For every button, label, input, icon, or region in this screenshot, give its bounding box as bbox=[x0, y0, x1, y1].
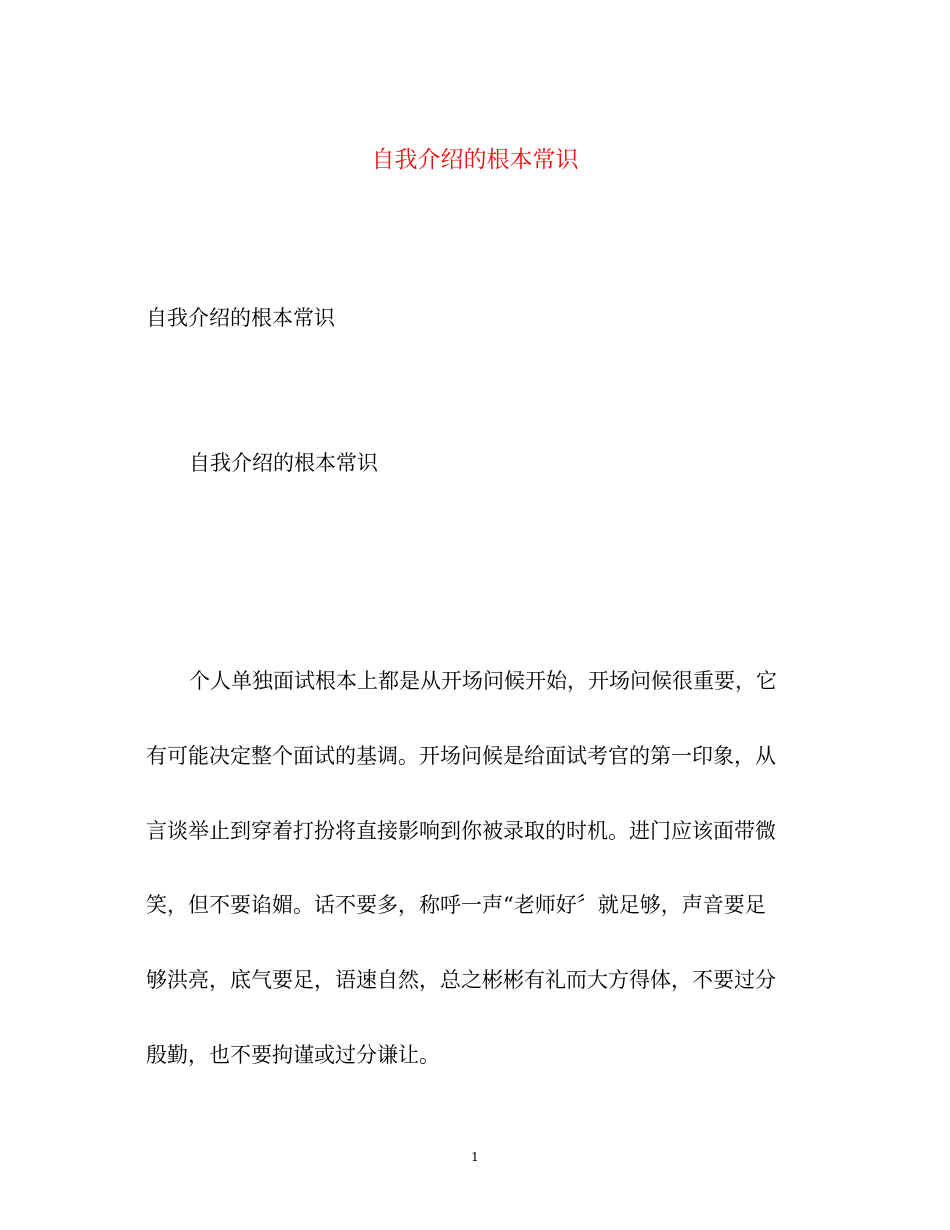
paragraph-line: 个人单独面试根本上都是从开场问候开始，开场问候很重要，它 bbox=[189, 669, 777, 693]
paragraph-line: 有可能决定整个面试的基调。开场问候是给面试考官的第一印象，从 bbox=[146, 743, 776, 768]
paragraph-line: 殷勤，也不要拘谨或过分谦让。 bbox=[146, 1042, 440, 1067]
subsection-heading: 自我介绍的根本常识 bbox=[189, 451, 378, 475]
page-title: 自我介绍的根本常识 bbox=[371, 147, 579, 173]
page-number: 1 bbox=[471, 1150, 479, 1164]
paragraph-line: 言谈举止到穿着打扮将直接影响到你被录取的时机。进门应该面带微 bbox=[146, 818, 776, 843]
section-heading: 自我介绍的根本常识 bbox=[146, 306, 335, 330]
body-paragraph bbox=[146, 663, 806, 1112]
paragraph-line: 够洪亮，底气要足，语速自然，总之彬彬有礼而大方得体，不要过分 bbox=[146, 968, 776, 993]
paragraph-line: 笑，但不要谄媚。话不要多，称呼一声“老师好〞就足够，声音要足 bbox=[146, 893, 766, 918]
